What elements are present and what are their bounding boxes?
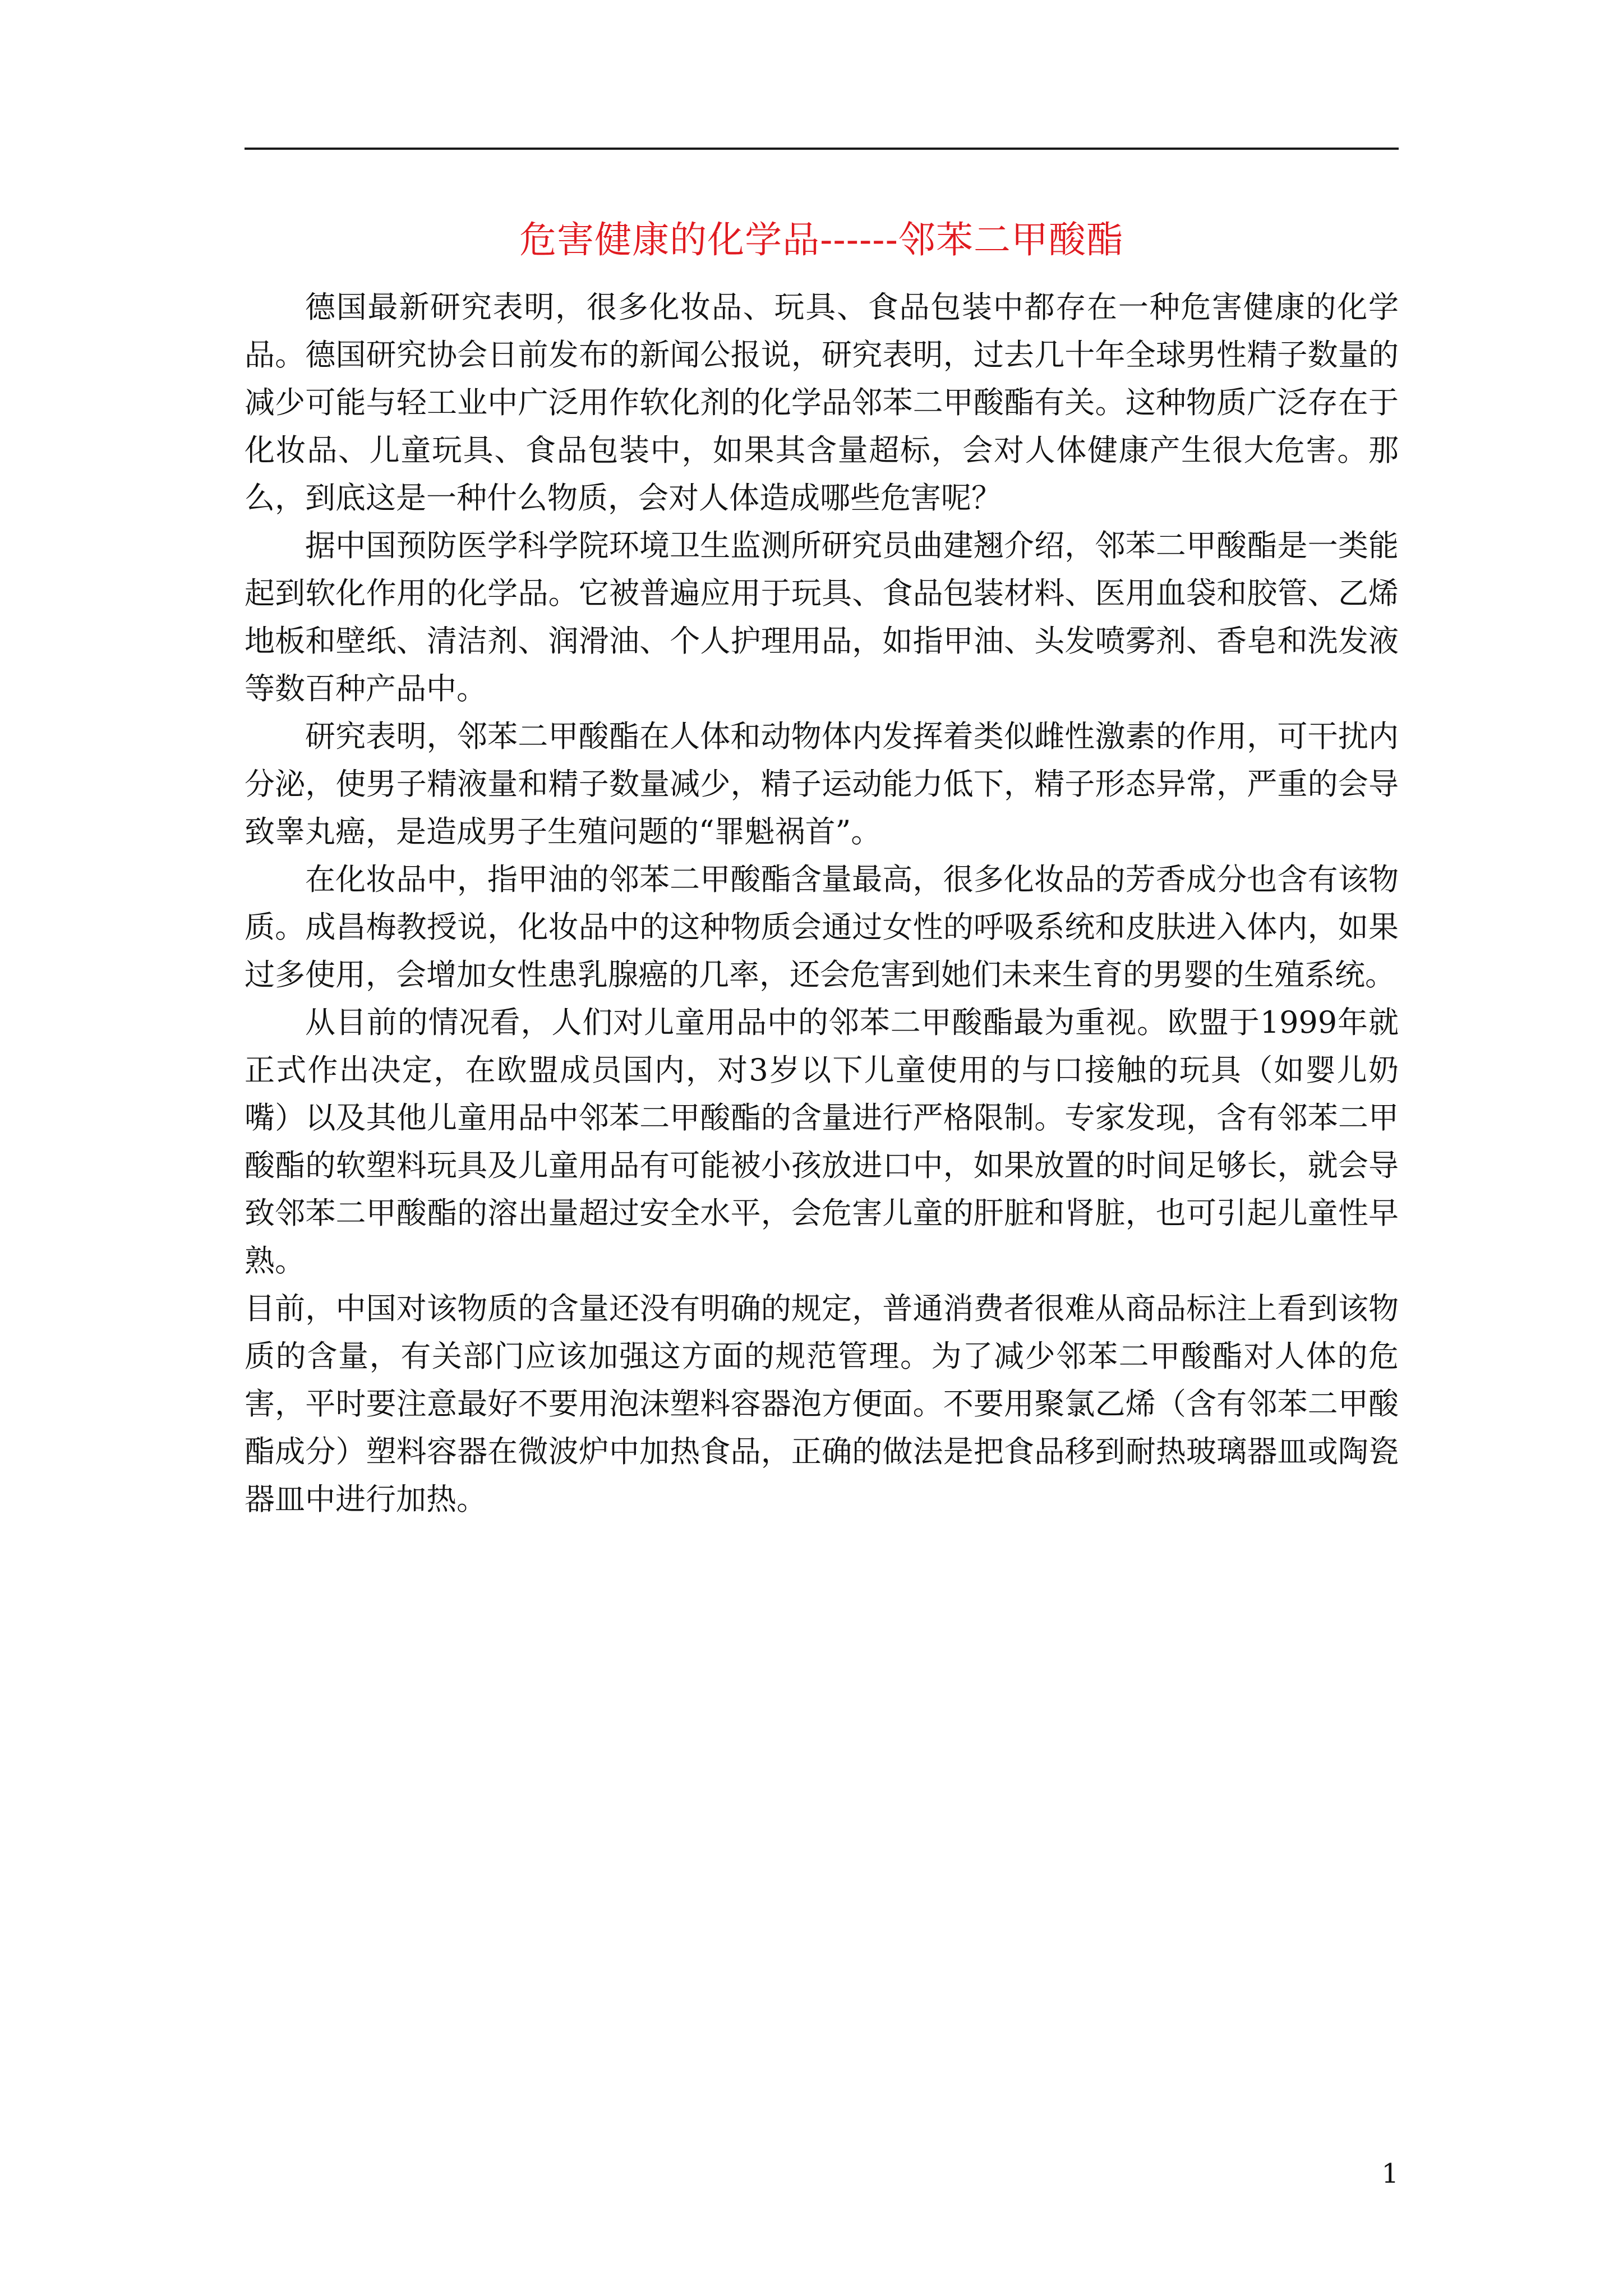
document-title: 危害健康的化学品------邻苯二甲酸酯 xyxy=(519,218,1124,261)
document-body xyxy=(245,283,1399,1523)
paragraph-intro: 德国最新研究表明，很多化妆品、玩具、食品包装中都存在一种危害健康的化学品。德国研究协会日前发布的新闻公报说，研究表明，过去几十年全球男性精子数量的减少可能与轻工业中广泛用作软化剂的化学品邻苯二甲酸酯有关。这种物质广泛存在于化妆品、儿童玩具、食品包装中，如果其含量超标，会对人体健康产生很大危害。那么，到底这是一种什么物质，会对人体造成哪些危害呢？ xyxy=(245,289,1399,516)
paragraph-definition: 据中国预防医学科学院环境卫生监测所研究员曲建翘介绍，邻苯二甲酸酯是一类能起到软化作用的化学品。它被普遍应用于玩具、食品包装材料、医用血袋和胶管、乙烯地板和壁纸、清洁剂、润滑油、个人护理用品，如指甲油、头发喷雾剂、香皂和洗发液等数百种产品中。 xyxy=(245,528,1399,706)
paragraph-health-effects: 研究表明，邻苯二甲酸酯在人体和动物体内发挥着类似雌性激素的作用，可干扰内分泌，使男子精液量和精子数量减少，精子运动能力低下，精子形态异常，严重的会导致睾丸癌，是造成男子生殖问题的“罪魁祸首”。 xyxy=(245,719,1399,849)
page-number: 1 xyxy=(1381,2158,1399,2189)
paragraph-recommendations: 目前，中国对该物质的含量还没有明确的规定，普通消费者很难从商品标注上看到该物质的含量，有关部门应该加强这方面的规范管理。为了减少邻苯二甲酸酯对人体的危害，平时要注意最好不要用泡沫塑料容器泡方便面。不要用聚氯乙烯（含有邻苯二甲酸酯成分）塑料容器在微波炉中加热食品，正确的做法是把食品移到耐热玻璃器皿或陶瓷器皿中进行加热。 xyxy=(245,1291,1399,1517)
paragraph-cosmetics: 在化妆品中，指甲油的邻苯二甲酸酯含量最高，很多化妆品的芳香成分也含有该物质。成昌梅教授说，化妆品中的这种物质会通过女性的呼吸系统和皮肤进入体内，如果过多使用，会增加女性患乳腺癌的几率，还会危害到她们未来生育的男婴的生殖系统。 xyxy=(245,862,1399,992)
paragraph-children-products: 从目前的情况看，人们对儿童用品中的邻苯二甲酸酯最为重视。欧盟于1999年就正式作出决定，在欧盟成员国内，对3岁以下儿童使用的与口接触的玩具（如婴儿奶嘴）以及其他儿童用品中邻苯二甲酸酯的含量进行严格限制。专家发现，含有邻苯二甲酸酯的软塑料玩具及儿童用品有可能被小孩放进口中，如果放置的时间足够长，就会导致邻苯二甲酸酯的溶出量超过安全水平，会危害儿童的肝脏和肾脏，也可引起儿童性早熟。 xyxy=(245,1005,1399,1278)
header-rule xyxy=(245,148,1399,150)
